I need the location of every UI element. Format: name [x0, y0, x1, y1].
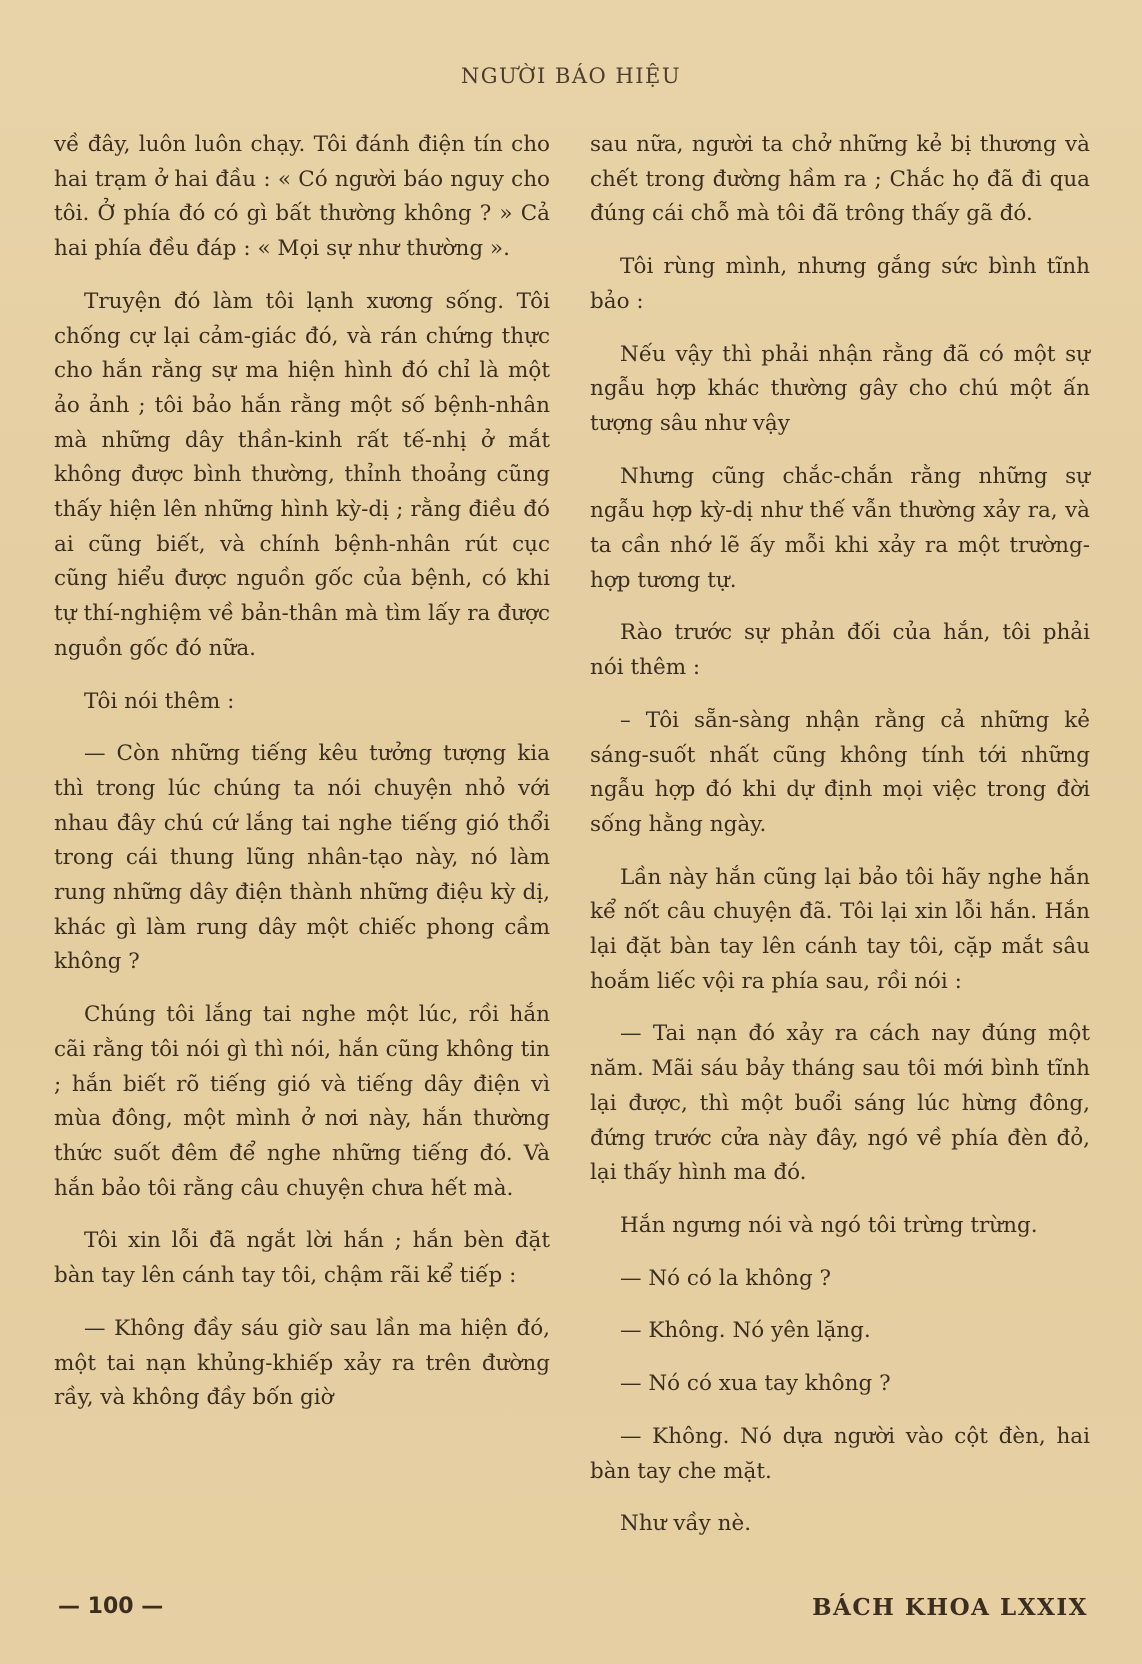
paragraph: Chúng tôi lắng tai nghe một lúc, rồi hắn cãi rằng tôi nói gì thì nói, hắn cũng không tin ; hắn biết rõ tiếng gió và tiếng dây điện vì mùa đông, một mình ở nơi này, hắn thường thức suốt đêm để nghe những tiếng đó. Và hắn bảo tôi rằng câu chuyện chưa hết mà.	[54, 1002, 550, 1201]
paragraph: Lần này hắn cũng lại bảo tôi hãy nghe hắn kể nốt câu chuyện đã. Tôi lại xin lỗi hắn. Hắn lại đặt bàn tay lên cánh tay tôi, cặp mắt sâu hoắm liếc vội ra phía sau, rồi nói :	[590, 864, 1090, 994]
paragraph: — Không. Nó yên lặng.	[620, 1318, 871, 1344]
paragraph: Như vầy nè.	[620, 1511, 752, 1537]
page-number: — 100 —	[58, 1594, 164, 1619]
paragraph: — Nó có la không ?	[620, 1265, 832, 1291]
paragraph: Hắn ngưng nói và ngó tôi trừng trừng.	[620, 1212, 1038, 1238]
paragraph: sau nữa, người ta chở những kẻ bị thương và chết trong đường hầm ra ; Chắc họ đã đi qua đúng cái chỗ mà tôi đã trông thấy gã đó.	[590, 132, 1090, 227]
paragraph: Tôi xin lỗi đã ngắt lời hắn ; hắn bèn đặt bàn tay lên cánh tay tôi, chậm rãi kể tiếp :	[54, 1228, 550, 1289]
paragraph: — Không đầy sáu giờ sau lần ma hiện đó, một tai nạn khủng-khiếp xảy ra trên đường rầy, và không đầy bốn giờ	[54, 1315, 550, 1411]
journal-title: BÁCH KHOA LXXIX	[812, 1594, 1088, 1621]
paragraph: — Còn những tiếng kêu tưởng tượng kia thì trong lúc chúng ta nói chuyện nhỏ với nhau đây chú cứ lắng tai nghe tiếng gió thổi trong cái thung lũng nhân-tạo này, nó làm rung những dây điện thành những điệu kỳ dị, khác gì làm rung dây một chiếc phong cầm không ?	[54, 741, 550, 975]
left-column	[54, 128, 550, 1434]
paragraph: — Nó có xua tay không ?	[620, 1371, 891, 1397]
paragraph: Nhưng cũng chắc-chắn rằng những sự ngẫu hợp kỳ-dị như thế vẫn thường xảy ra, và ta cần nhớ lẽ ấy mỗi khi xảy ra một trường-hợp tương tự.	[590, 463, 1090, 593]
paragraph: Nếu vậy thì phải nhận rằng đã có một sự ngẫu hợp khác thường gây cho chú một ấn tượng sâu như vậy	[590, 341, 1090, 436]
right-column	[590, 128, 1090, 1560]
paragraph: – Tôi sẵn-sàng nhận rằng cả những kẻ sáng-suốt nhất cũng không tính tới những ngẫu hợp đó khi dự định mọi việc trong đời sống hằng ngày.	[590, 707, 1090, 837]
paragraph: Rào trước sự phản đối của hắn, tôi phải nói thêm :	[590, 620, 1090, 681]
paragraph: — Không. Nó dựa người vào cột đèn, hai bàn tay che mặt.	[590, 1423, 1090, 1484]
paragraph: về đây, luôn luôn chạy. Tôi đánh điện tín cho hai trạm ở hai đầu : « Có người báo nguy cho tôi. Ở phía đó có gì bất thường không ? » Cả hai phía đều đáp : « Mọi sự như thường ».	[54, 132, 550, 262]
paragraph: — Tai nạn đó xảy ra cách nay đúng một năm. Mãi sáu bảy tháng sau tôi mới bình tĩnh lại được, thì một buổi sáng lúc hừng đông, đứng trước cửa này đây, ngó về phía đèn đỏ, lại thấy hình ma đó.	[590, 1021, 1090, 1186]
paragraph: Truyện đó làm tôi lạnh xương sống. Tôi chống cự lại cảm-giác đó, và rán chứng thực cho hắn rằng sự ma hiện hình đó chỉ là một ảo ảnh ; tôi bảo hắn rằng một số bệnh-nhân mà những dây thần-kinh rất tế-nhị ở mắt không được bình thường, thỉnh thoảng cũng thấy hiện lên những hình kỳ-dị ; rằng điều đó ai cũng biết, và chính bệnh-nhân rút cục cũng hiểu được nguồn gốc của bệnh, có khi tự thí-nghiệm về bản-thân mà tìm lấy ra được nguồn gốc đó nữa.	[54, 288, 550, 661]
paragraph: Tôi rùng mình, nhưng gắng sức bình tĩnh bảo :	[590, 254, 1090, 314]
running-title: NGƯỜI BÁO HIỆU	[460, 64, 682, 88]
paragraph: Tôi nói thêm :	[84, 688, 235, 714]
